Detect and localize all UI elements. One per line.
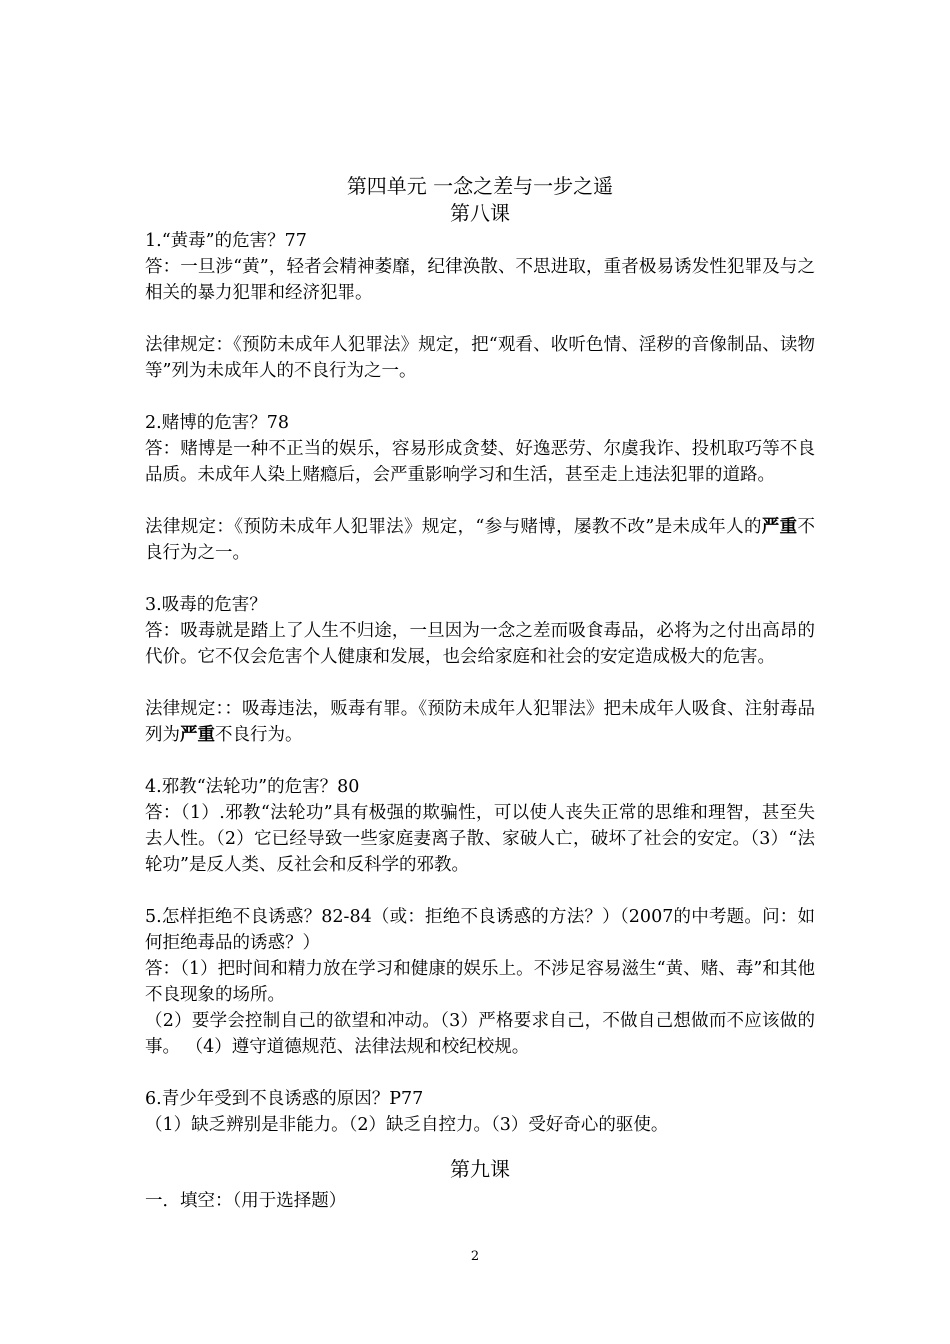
- question-4: 4.邪教“法轮功”的危害？80: [145, 777, 360, 797]
- answer-6: （1）缺乏辨别是非能力。（2）缺乏自控力。（3）受好奇心的驱使。: [145, 1115, 669, 1135]
- answer-3: 答：吸毒就是踏上了人生不归途，一旦因为一念之差而吸食毒品，必将为之付出高昂的代价。它不仅会危害个人健康和发展，也会给家庭和社会的安定造成极大的危害。: [145, 621, 815, 667]
- spacer: [145, 1060, 815, 1086]
- page-number: 2: [470, 1249, 480, 1264]
- answer-5-part-1: 答：（1）把时间和精力放在学习和健康的娱乐上。不涉足容易滋生“黄、赌、毒”和其他不良现象的场所。: [145, 959, 815, 1005]
- question-2: 2.赌博的危害？78: [145, 413, 289, 433]
- spacer: [145, 488, 815, 514]
- question-1: 1.“黄毒”的危害？77: [145, 231, 307, 251]
- law-3-bold: 严重: [180, 725, 215, 745]
- law-3-prefix: 法律规定：：吸毒违法，贩毒有罪。《预防未成年人犯罪法》把未成年人吸食、注射毒品列为: [145, 699, 815, 745]
- question-3: 3.吸毒的危害？: [145, 595, 267, 615]
- law-2-suffix: 不良行为之一。: [145, 517, 815, 563]
- answer-5-part-2: （2）要学会控制自己的欲望和冲动。（3）严格要求自己，不做自己想做而不应该做的事。 （4）遵守道德规范、法律法规和校纪校规。: [145, 1011, 815, 1057]
- spacer: [145, 384, 815, 410]
- spacer: [145, 670, 815, 696]
- question-5: 5.怎样拒绝不良诱惑？82-84（或：拒绝不良诱惑的方法？）（2007的中考题。问：如何拒绝毒品的诱惑？）: [145, 907, 815, 953]
- spacer: [145, 566, 815, 592]
- spacer: [145, 306, 815, 332]
- spacer: [145, 748, 815, 774]
- spacer: [145, 878, 815, 904]
- answer-1: 答：一旦涉“黄”，轻者会精神萎靡，纪律涣散、不思进取，重者极易诱发性犯罪及与之相关的暴力犯罪和经济犯罪。: [145, 257, 815, 303]
- law-3: [145, 696, 815, 748]
- answer-2: 答：赌博是一种不正当的娱乐，容易形成贪婪、好逸恶劳、尔虞我诈、投机取巧等不良品质。未成年人染上赌瘾后，会严重影响学习和生活，甚至走上违法犯罪的道路。: [145, 439, 815, 485]
- lesson-9-title: 第九课: [450, 1157, 510, 1181]
- lesson-8-title: 第八课: [450, 201, 510, 225]
- question-6: 6.青少年受到不良诱惑的原因？P77: [145, 1089, 424, 1109]
- lesson-9-intro: 一．填空：（用于选择题）: [145, 1191, 347, 1211]
- page-content: [145, 172, 815, 1214]
- answer-4: 答：（1）.邪教“法轮功”具有极强的欺骗性，可以使人丧失正常的思维和理智，甚至失去人性。（2）它已经导致一些家庭妻离子散、家破人亡，破坏了社会的安定。（3）“法轮功”是反人类、反社会和反科学的邪教。: [145, 803, 815, 875]
- law-2: [145, 514, 815, 566]
- law-2-prefix: 法律规定：《预防未成年人犯罪法》规定，“参与赌博，屡教不改”是未成年人的: [145, 517, 762, 537]
- law-2-bold: 严重: [761, 517, 798, 537]
- law-1: 法律规定：《预防未成年人犯罪法》规定，把“观看、收听色情、淫秽的音像制品、读物等”列为未成年人的不良行为之一。: [145, 335, 815, 381]
- law-3-suffix: 不良行为。: [215, 725, 303, 745]
- unit-title: 第四单元 一念之差与一步之遥: [346, 174, 614, 198]
